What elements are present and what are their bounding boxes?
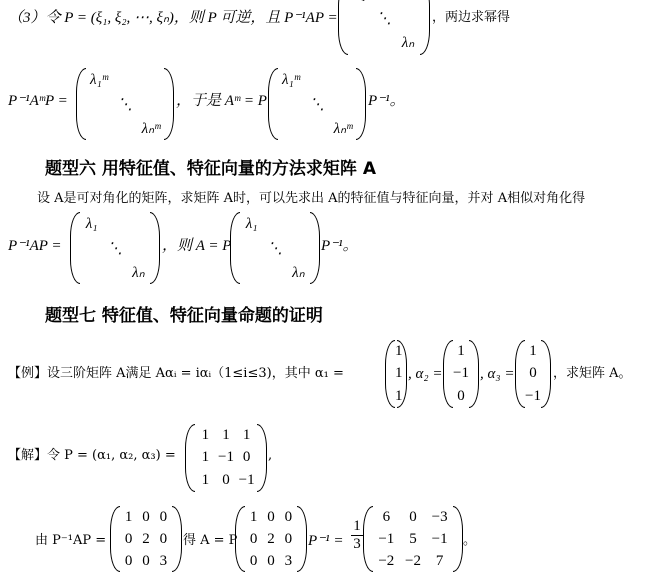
left-paren [110, 506, 120, 572]
matrix-grid [245, 506, 297, 572]
matrix-cell: 1 [395, 342, 403, 359]
left-paren [385, 340, 395, 408]
matrix-cell: −2 [405, 552, 421, 569]
matrix-grid [373, 506, 453, 572]
matrix-cell: 0 [249, 552, 258, 569]
matrix-cell: 0 [124, 552, 133, 569]
paragraph-type-6: 设 A是可对角化的矩阵，求矩阵 A时，可以先求出 A的特征值与特征向量，并对 A相似对角化得 [37, 191, 586, 206]
matrix-cell: ⋱ [309, 96, 325, 113]
right-paren [164, 68, 174, 140]
matrix-cell: 6 [382, 508, 391, 525]
matrix-cell: λₙ [132, 264, 145, 281]
eq-line2-lhs: P⁻¹AᵐP = [8, 93, 68, 109]
matrix-cell: 0 [284, 530, 293, 547]
eq-line1-text: ，两边求幂得 [432, 10, 511, 25]
matrix-grid [120, 506, 172, 572]
matrix-cell: −1 [431, 530, 448, 547]
matrix-cell: 1 [201, 426, 210, 443]
matrix-cell: 1 [249, 508, 258, 525]
matrix-cell: 0 [249, 530, 258, 547]
right-paren [541, 340, 551, 408]
right-paren [420, 0, 430, 55]
matrix-cell: −1 [453, 365, 469, 382]
matrix-grid [525, 340, 541, 408]
right-paren [469, 340, 479, 408]
matrix-cell: 1 [529, 342, 537, 359]
fraction-one-third [351, 518, 363, 553]
matrix-cell: λₙᵐ [141, 120, 161, 137]
matrix-cell: −1 [238, 472, 255, 489]
vector-alpha-2 [443, 340, 479, 408]
matrix-cell: 2 [142, 530, 150, 547]
final-mid: 得 A = P [183, 533, 238, 548]
right-paren [397, 340, 407, 408]
matrix-cell: 0 [409, 508, 417, 525]
matrix-grid [86, 68, 164, 140]
matrix-cell: −1 [378, 530, 395, 547]
matrix-cell: −1 [218, 449, 234, 466]
fraction-numerator: 1 [351, 518, 363, 536]
vector-alpha-1 [385, 340, 407, 408]
matrix-cell: λₙ [292, 264, 305, 281]
matrix-cell: 0 [124, 530, 133, 547]
right-paren [297, 506, 307, 572]
left-paren [515, 340, 525, 408]
right-paren [150, 212, 160, 284]
left-paren [230, 212, 240, 284]
matrix-cell: 7 [435, 552, 444, 569]
eq-line3-mid: ，则 A = P [162, 238, 232, 254]
left-paren [268, 68, 278, 140]
matrix-cell: λₙᵐ [333, 120, 353, 137]
matrix-cell: 0 [142, 552, 150, 569]
solution-text: 【解】令 P = (α₁, α₂, α₃) = [8, 448, 176, 463]
right-paren [257, 424, 267, 492]
right-paren [453, 506, 463, 572]
diag-matrix-lambda-power-2 [268, 68, 366, 140]
matrix-grid [80, 212, 150, 284]
matrix-cell: ⋱ [107, 240, 123, 257]
matrix-cell: λ₁ [85, 215, 98, 232]
matrix-grid [195, 424, 257, 492]
matrix-cell: 0 [222, 472, 230, 489]
matrix-cell: 2 [267, 530, 275, 547]
matrix-grid [240, 212, 310, 284]
matrix-result [363, 506, 463, 572]
matrix-cell: ⋱ [376, 10, 392, 27]
final-p-inverse: P⁻¹ = [308, 533, 344, 549]
example-text: 【例】设三阶矩阵 A满足 Aαᵢ = iαᵢ（1≤i≤3)，其中 α₁ = [8, 366, 344, 381]
matrix-grid [453, 340, 469, 408]
final-end: 。 [463, 533, 477, 548]
left-paren [70, 212, 80, 284]
matrix-grid [348, 0, 420, 55]
matrix-cell: λ₁ᵐ [282, 71, 300, 88]
left-paren [443, 340, 453, 408]
matrix-cell: 0 [142, 508, 150, 525]
matrix-cell: 3 [284, 552, 293, 569]
matrix-cell: 1 [457, 342, 465, 359]
matrix-cell: 1 [222, 426, 230, 443]
left-paren [76, 68, 86, 140]
matrix-cell: 3 [159, 552, 168, 569]
right-paren [172, 506, 182, 572]
matrix-cell: λ₁ [245, 215, 258, 232]
matrix-cell: 5 [409, 530, 417, 547]
matrix-cell: 0 [242, 449, 251, 466]
matrix-cell: 0 [457, 388, 465, 405]
heading-type-6: 题型六 用特征值、特征向量的方法求矩阵 A [45, 159, 376, 179]
right-paren [356, 68, 366, 140]
example-alpha2-label: , α₂ = [408, 366, 443, 382]
matrix-cell: 0 [529, 365, 537, 382]
matrix-diag-123-2 [235, 506, 307, 572]
final-lhs: 由 P⁻¹AP = [35, 533, 107, 548]
eq-line1-lhs: （3）令 P = (ξ₁, ξ₂, ⋯, ξₙ)，则 P 可逆，且 P⁻¹AP = [8, 10, 338, 26]
vector-alpha-3 [515, 340, 551, 408]
matrix-cell [354, 0, 366, 3]
matrix-cell: −3 [431, 508, 448, 525]
matrix-cell: 1 [395, 388, 403, 405]
eq-line2-end: P⁻¹。 [368, 93, 405, 109]
matrix-cell: 0 [159, 530, 168, 547]
matrix-cell: −1 [525, 388, 541, 405]
eq-line3-lhs: P⁻¹AP = [8, 238, 62, 254]
diag-matrix-lambda [338, 0, 430, 55]
example-alpha3-label: , α₃ = [480, 366, 515, 382]
fraction-denominator: 3 [353, 536, 361, 552]
heading-type-7: 题型七 特征值、特征向量命题的证明 [45, 306, 323, 326]
matrix-cell: −2 [378, 552, 395, 569]
diag-matrix-lambda-3 [70, 212, 160, 284]
example-end: ，求矩阵 A。 [553, 366, 632, 381]
matrix-cell: 0 [284, 508, 293, 525]
matrix-cell: 0 [267, 552, 275, 569]
matrix-cell: 1 [395, 365, 403, 382]
eq-line3-end: P⁻¹。 [321, 238, 358, 254]
matrix-cell: λ₁ᵐ [90, 71, 108, 88]
matrix-cell: 0 [267, 508, 275, 525]
matrix-cell: ⋱ [117, 96, 133, 113]
matrix-p [185, 424, 267, 492]
matrix-cell: 1 [124, 508, 133, 525]
matrix-cell: 1 [201, 449, 210, 466]
left-paren [363, 506, 373, 572]
eq-line2-mid: ，于是 Aᵐ = P [176, 93, 267, 109]
left-paren [185, 424, 195, 492]
matrix-cell: 1 [201, 472, 210, 489]
left-paren [338, 0, 348, 55]
left-paren [235, 506, 245, 572]
matrix-diag-123 [110, 506, 182, 572]
diag-matrix-lambda-4 [230, 212, 320, 284]
matrix-cell: 0 [159, 508, 168, 525]
matrix-cell: 1 [242, 426, 251, 443]
matrix-grid [278, 68, 356, 140]
solution-comma: , [268, 448, 273, 463]
matrix-cell: λₙ [401, 35, 415, 52]
diag-matrix-lambda-power [76, 68, 174, 140]
matrix-cell: ⋱ [267, 240, 283, 257]
right-paren [310, 212, 320, 284]
